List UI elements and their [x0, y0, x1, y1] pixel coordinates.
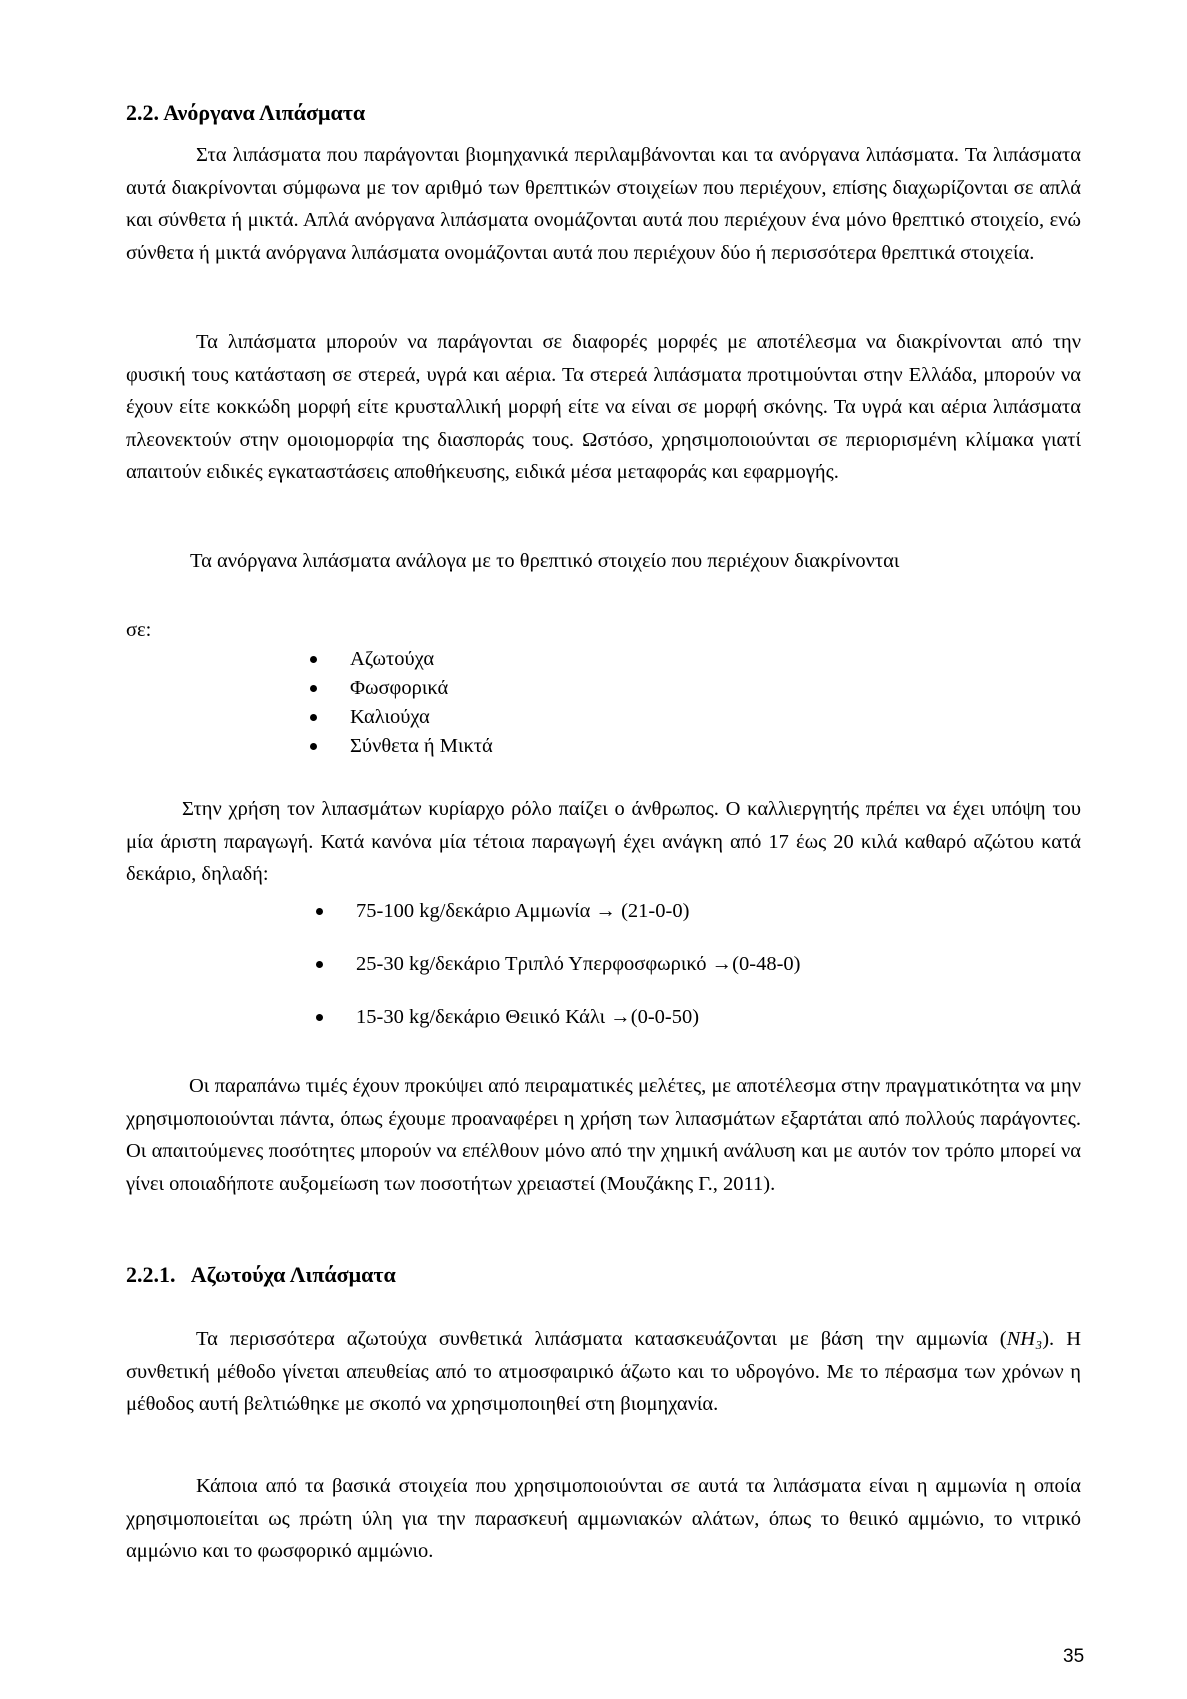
list-item: 25-30 kg/δεκάριο Τριπλό Υπερφοσφωρικό →(0-48-0)	[356, 950, 800, 979]
types-intro-paragraph: Τα ανόργανα λιπάσματα ανάλογα με το θρεπτικό στοιχείο που περιέχουν διακρίνονται	[190, 550, 900, 572]
bullet-icon	[310, 743, 317, 750]
section-heading: 2.2. Ανόργανα Λιπάσματα	[126, 100, 366, 125]
types-intro-tail: σε:	[126, 619, 152, 641]
ammonia-formula: NH₃	[1006, 1328, 1043, 1350]
bullet-icon	[310, 656, 317, 663]
nitrogen-paragraph: Τα περισσότερα αζωτούχα συνθετικά λιπάσματα κατασκευάζονται με βάση την αμμωνία (NH₃). Η συνθετική μέθοδο γίνεται απευθείας από το ατμοσφαιρικό άζωτο και το υδρογόνο. Με το πέρασμα των χρόνων η μέθοδος αυτή βελτιώθηκε με σκοπό να χρησιμοποιηθεί στη βιομηχανία.	[126, 1328, 1082, 1415]
bullet-icon	[316, 961, 323, 968]
bullet-icon	[316, 908, 323, 915]
bullet-icon	[310, 685, 317, 692]
fertilizer-types-list	[350, 645, 493, 761]
production-paragraph: Στην χρήση τον λιπασμάτων κυρίαρχο ρόλο παίζει ο άνθρωπος. Ο καλλιεργητής πρέπει να έχει υπόψη του μία άριστη παραγωγή. Κατά κανόνα μία τέτοια παραγωγή έχει ανάγκη από 17 έως 20 κιλά καθαρό αζώτου κατά δεκάριο, δηλαδή:	[126, 798, 1081, 885]
forms-paragraph: Τα λιπάσματα μπορούν να παράγονται σε διαφορές μορφές με αποτέλεσμα να διακρίνονται από την φυσική τους κατάσταση σε στερεά, υγρά και αέρια. Τα στερεά λιπάσματα προτιμούνται στην Ελλάδα, μπορούν να έχουν είτε κοκκώδη μορφή είτε κρυσταλλική μορφή είτε να είναι σε μορφή σκόνης. Τα υγρά και αέρια λιπάσματα πλεονεκτούν στην ομοιομορφία της διασποράς τους. Ωστόσο, χρησιμοποιούνται σε περιορισμένη κλίμακα γιατί απαιτούν ειδικές εγκαταστάσεις αποθήκευσης, ειδικά μέσα μεταφοράς και εφαρμογής.	[126, 331, 1081, 483]
list-item: 15-30 kg/δεκάριο Θειικό Κάλι →(0-0-50)	[356, 1003, 800, 1032]
intro-paragraph: Στα λιπάσματα που παράγονται βιομηχανικά περιλαμβάνονται και τα ανόργανα λιπάσματα. Τα λιπάσματα αυτά διακρίνονται σύμφωνα με τον αριθμό των θρεπτικών στοιχείων που περιέχουν, επίσης διαχωρίζονται σε απλά και σύνθετα ή μικτά. Απλά ανόργανα λιπάσματα ονομάζονται αυτά που περιέχουν ένα μόνο θρεπτικό στοιχείο, ενώ σύνθετα ή μικτά ανόργανα λιπάσματα ονομάζονται αυτά που περιέχουν δύο ή περισσότερα θρεπτικά στοιχεία.	[126, 144, 1081, 264]
page-number: 35	[1063, 1646, 1085, 1667]
bullet-icon	[316, 1014, 323, 1021]
list-item: Φωσφορικά	[350, 674, 493, 703]
ammonia-paragraph: Κάποια από τα βασικά στοιχεία που χρησιμοποιούνται σε αυτά τα λιπάσματα είναι η αμμωνία η οποία χρησιμοποιείται ως πρώτη ύλη για την παρασκευή αμμωνιακών αλάτων, όπως το θειικό αμμώνιο, το νιτρικό αμμώνιο και το φωσφορικό αμμώνιο.	[126, 1475, 1081, 1562]
bullet-icon	[310, 714, 317, 721]
list-item: Σύνθετα ή Μικτά	[350, 732, 493, 761]
list-item: 75-100 kg/δεκάριο Αμμωνία → (21-0-0)	[356, 897, 800, 926]
subsection-heading: 2.2.1. Αζωτούχα Λιπάσματα	[126, 1262, 396, 1287]
values-paragraph: Οι παραπάνω τιμές έχουν προκύψει από πειραματικές μελέτες, με αποτέλεσμα στην πραγματικότητα να μην χρησιμοποιούνται πάντα, όπως έχουμε προαναφέρει η χρήση των λιπασμάτων εξαρτάται από πολλούς παράγοντες. Οι απαιτούμενες ποσότητες μπορούν να επέλθουν μόνο από την χημική ανάλυση και με αυτόν τον τρόπο μπορεί να γίνει οποιαδήποτε αυξομείωση των ποσοτήτων χρειαστεί (Μουζάκης Γ., 2011).	[126, 1075, 1081, 1195]
list-item: Καλιούχα	[350, 703, 493, 732]
list-item: Αζωτούχα	[350, 645, 493, 674]
dosage-list	[356, 897, 800, 1056]
